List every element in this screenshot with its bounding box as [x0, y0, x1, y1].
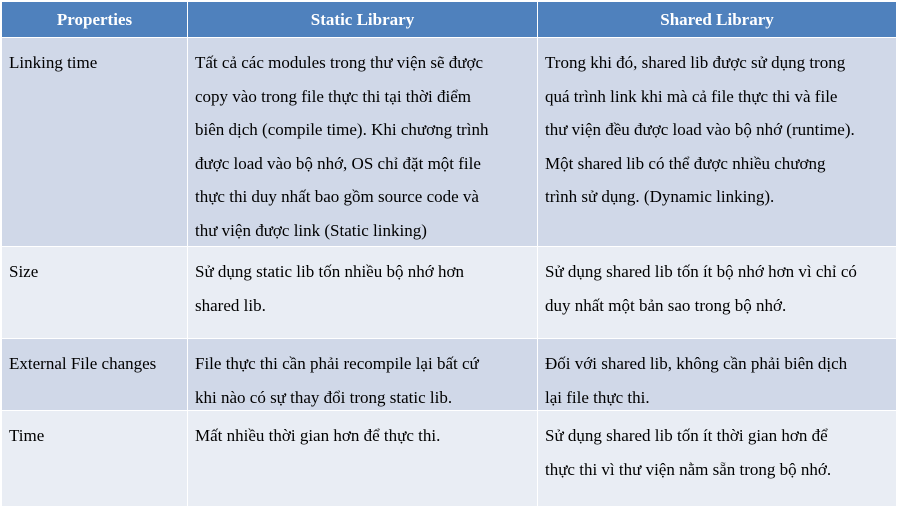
row-time-static — [188, 411, 538, 507]
cell-line: quá trình link khi mà cả file thực thi và file — [545, 86, 838, 106]
property-label: Size — [9, 262, 39, 281]
cell-line: Sử dụng shared lib tốn ít bộ nhớ hơn vì chỉ có — [545, 262, 857, 281]
cell-line: Trong khi đó, shared lib được sử dụng trong — [545, 53, 846, 72]
row-linking-time-static — [188, 38, 538, 247]
cell-line: thực thi duy nhất bao gồm source code và — [195, 187, 479, 206]
cell-line: trình sử dụng. (Dynamic linking). — [545, 187, 775, 206]
row-time-shared — [538, 411, 896, 507]
row-linking-time-shared — [538, 38, 896, 247]
header-static-library: Static Library — [188, 2, 538, 38]
row-external-file-changes-static — [188, 339, 538, 411]
row-external-file-changes-shared — [538, 339, 896, 411]
property-label: Time — [9, 426, 45, 445]
cell-line: Một shared lib có thể được nhiều chương — [545, 153, 826, 173]
row-size-shared — [538, 247, 896, 339]
row-external-file-changes-property — [2, 339, 188, 411]
cell-line: Sử dụng static lib tốn nhiều bộ nhớ hơn — [195, 262, 464, 281]
cell-line: copy vào trong file thực thi tại thời điểm — [195, 86, 471, 106]
row-size-property — [2, 247, 188, 339]
cell-line: biên dịch (compile time). Khi chương trình — [195, 120, 489, 139]
cell-line: Tất cả các modules trong thư viện sẽ được — [195, 53, 483, 72]
row-time-property — [2, 411, 188, 507]
cell-line: Mất nhiều thời gian hơn để thực thi. — [195, 426, 441, 445]
cell-line: lại file thực thi. — [545, 387, 650, 407]
cell-line: Đối với shared lib, không cần phải biên dịch — [545, 354, 848, 373]
header-shared-library: Shared Library — [538, 2, 896, 38]
row-linking-time-property — [2, 38, 188, 247]
cell-line: File thực thi cần phải recompile lại bất cứ — [195, 354, 479, 373]
cell-line: thư viện đều được load vào bộ nhớ (runtime). — [545, 120, 855, 139]
cell-line: khi nào có sự thay đổi trong static lib. — [195, 387, 453, 407]
cell-line: duy nhất một bản sao trong bộ nhớ. — [545, 295, 787, 315]
property-label: External File changes — [9, 354, 157, 373]
property-label: Linking time — [9, 53, 98, 72]
cell-line: được load vào bộ nhớ, OS chỉ đặt một file — [195, 153, 481, 173]
comparison-table — [1, 1, 897, 508]
cell-line: thư viện được link (Static linking) — [195, 220, 427, 240]
cell-line: Sử dụng shared lib tốn ít thời gian hơn để — [545, 426, 828, 445]
header-properties: Properties — [2, 2, 188, 38]
row-size-static — [188, 247, 538, 339]
cell-line: shared lib. — [195, 295, 266, 315]
cell-line: thực thi vì thư viện nằm sẵn trong bộ nhớ. — [545, 459, 832, 479]
